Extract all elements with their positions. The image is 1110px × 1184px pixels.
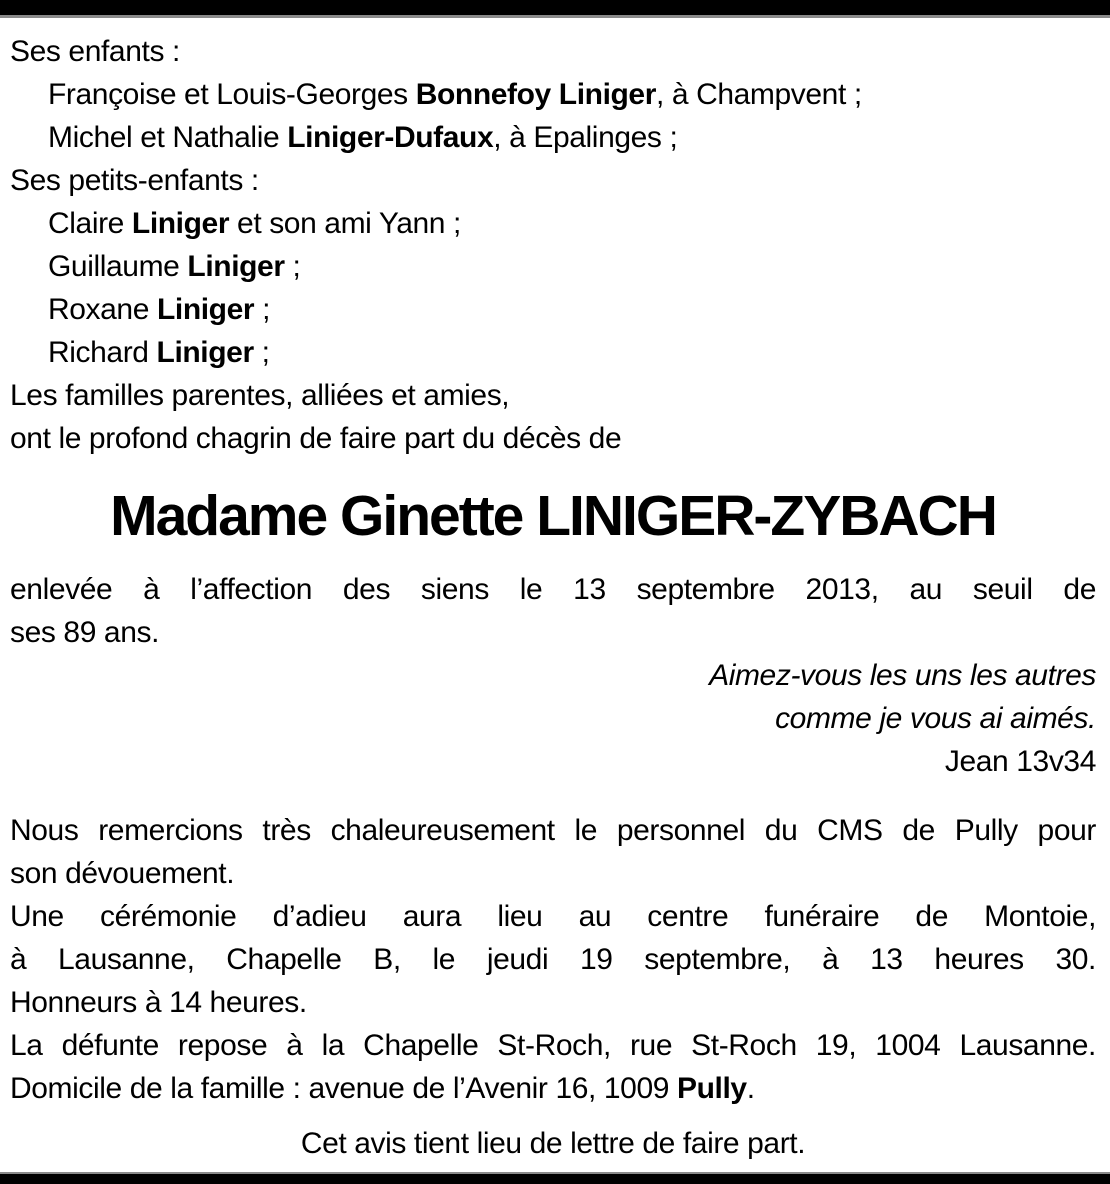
- deceased-name-title: Madame Ginette LINIGER-ZYBACH: [110, 484, 996, 548]
- text-segment: Honneurs à 14 heures.: [10, 986, 307, 1019]
- death-announcement-line: [10, 611, 1096, 654]
- death-announcement: [10, 568, 1096, 654]
- family-line: [10, 73, 1096, 116]
- text-segment: Roxane: [48, 293, 157, 326]
- text-segment: Claire: [48, 207, 132, 240]
- family-line: [10, 159, 1096, 202]
- text-segment: et son ami Yann ;: [229, 207, 461, 240]
- ceremony-line: [10, 938, 1096, 981]
- ceremony-line: [10, 981, 1096, 1024]
- family-line: [10, 30, 1096, 73]
- quote-line: [10, 697, 1096, 740]
- text-segment: comme je vous ai aimés.: [775, 702, 1096, 735]
- text-segment: Aimez-vous les uns les autres: [709, 659, 1096, 692]
- notice-content: [0, 18, 1110, 1165]
- family-line: [10, 417, 1096, 460]
- bold-name-segment: Liniger-Dufaux: [287, 121, 494, 154]
- text-segment: ;: [253, 336, 270, 369]
- family-line: [10, 202, 1096, 245]
- bold-name-segment: Liniger: [187, 250, 285, 283]
- ceremony-details: [10, 809, 1096, 1110]
- text-segment: à Lausanne, Chapelle B, le jeudi 19 septembre, à 13 heures 30.: [10, 943, 1096, 976]
- text-segment: son dévouement.: [10, 857, 235, 890]
- text-segment: .: [746, 1072, 755, 1105]
- quote-line: [10, 740, 1096, 783]
- text-segment: Ses enfants :: [10, 35, 180, 68]
- text-segment: ;: [284, 250, 301, 283]
- bold-name-segment: Bonnefoy Liniger: [415, 78, 656, 111]
- text-segment: ;: [254, 293, 271, 326]
- text-segment: enlevée à l’affection des siens le 13 septembre 2013, au seuil de: [10, 573, 1096, 606]
- family-line: [10, 116, 1096, 159]
- family-line: [10, 245, 1096, 288]
- text-segment: , à Champvent ;: [655, 78, 862, 111]
- bold-name-segment: Liniger: [156, 336, 254, 369]
- ceremony-line: [10, 809, 1096, 852]
- text-segment: Les familles parentes, alliées et amies,: [10, 379, 510, 412]
- family-line: [10, 288, 1096, 331]
- text-segment: Une cérémonie d’adieu aura lieu au centre funéraire de Montoie,: [10, 900, 1096, 933]
- text-segment: , à Epalinges ;: [493, 121, 678, 154]
- bold-name-segment: Pully: [676, 1072, 747, 1105]
- quote-line: [10, 654, 1096, 697]
- family-line: [10, 374, 1096, 417]
- bold-name-segment: Liniger: [131, 207, 230, 240]
- text-segment: Ses petits-enfants :: [10, 164, 259, 197]
- ceremony-line: [10, 1024, 1096, 1067]
- ceremony-line: [10, 852, 1096, 895]
- ceremony-line: [10, 1067, 1096, 1110]
- scripture-quote: [10, 654, 1096, 783]
- death-announcement-line: [10, 568, 1096, 611]
- closing-line: Cet avis tient lieu de lettre de faire part.: [300, 1127, 806, 1160]
- top-rule: [0, 0, 1110, 18]
- text-segment: Michel et Nathalie: [48, 121, 288, 154]
- family-line: [10, 331, 1096, 374]
- text-segment: Domicile de la famille : avenue de l’Avenir 16, 1009: [10, 1072, 677, 1105]
- text-segment: Nous remercions très chaleureusement le personnel du CMS de Pully pour: [10, 814, 1096, 847]
- family-list: [10, 30, 1096, 460]
- bottom-rule: [0, 1172, 1110, 1184]
- text-segment: Guillaume: [48, 250, 188, 283]
- text-segment: La défunte repose à la Chapelle St-Roch, rue St-Roch 19, 1004 Lausanne.: [10, 1029, 1096, 1062]
- text-segment: Françoise et Louis-Georges: [48, 78, 416, 111]
- text-segment: Richard: [48, 336, 157, 369]
- text-segment: Jean 13v34: [944, 745, 1096, 778]
- text-segment: ses 89 ans.: [10, 616, 160, 649]
- ceremony-line: [10, 895, 1096, 938]
- bold-name-segment: Liniger: [156, 293, 255, 326]
- text-segment: ont le profond chagrin de faire part du décès de: [10, 422, 622, 455]
